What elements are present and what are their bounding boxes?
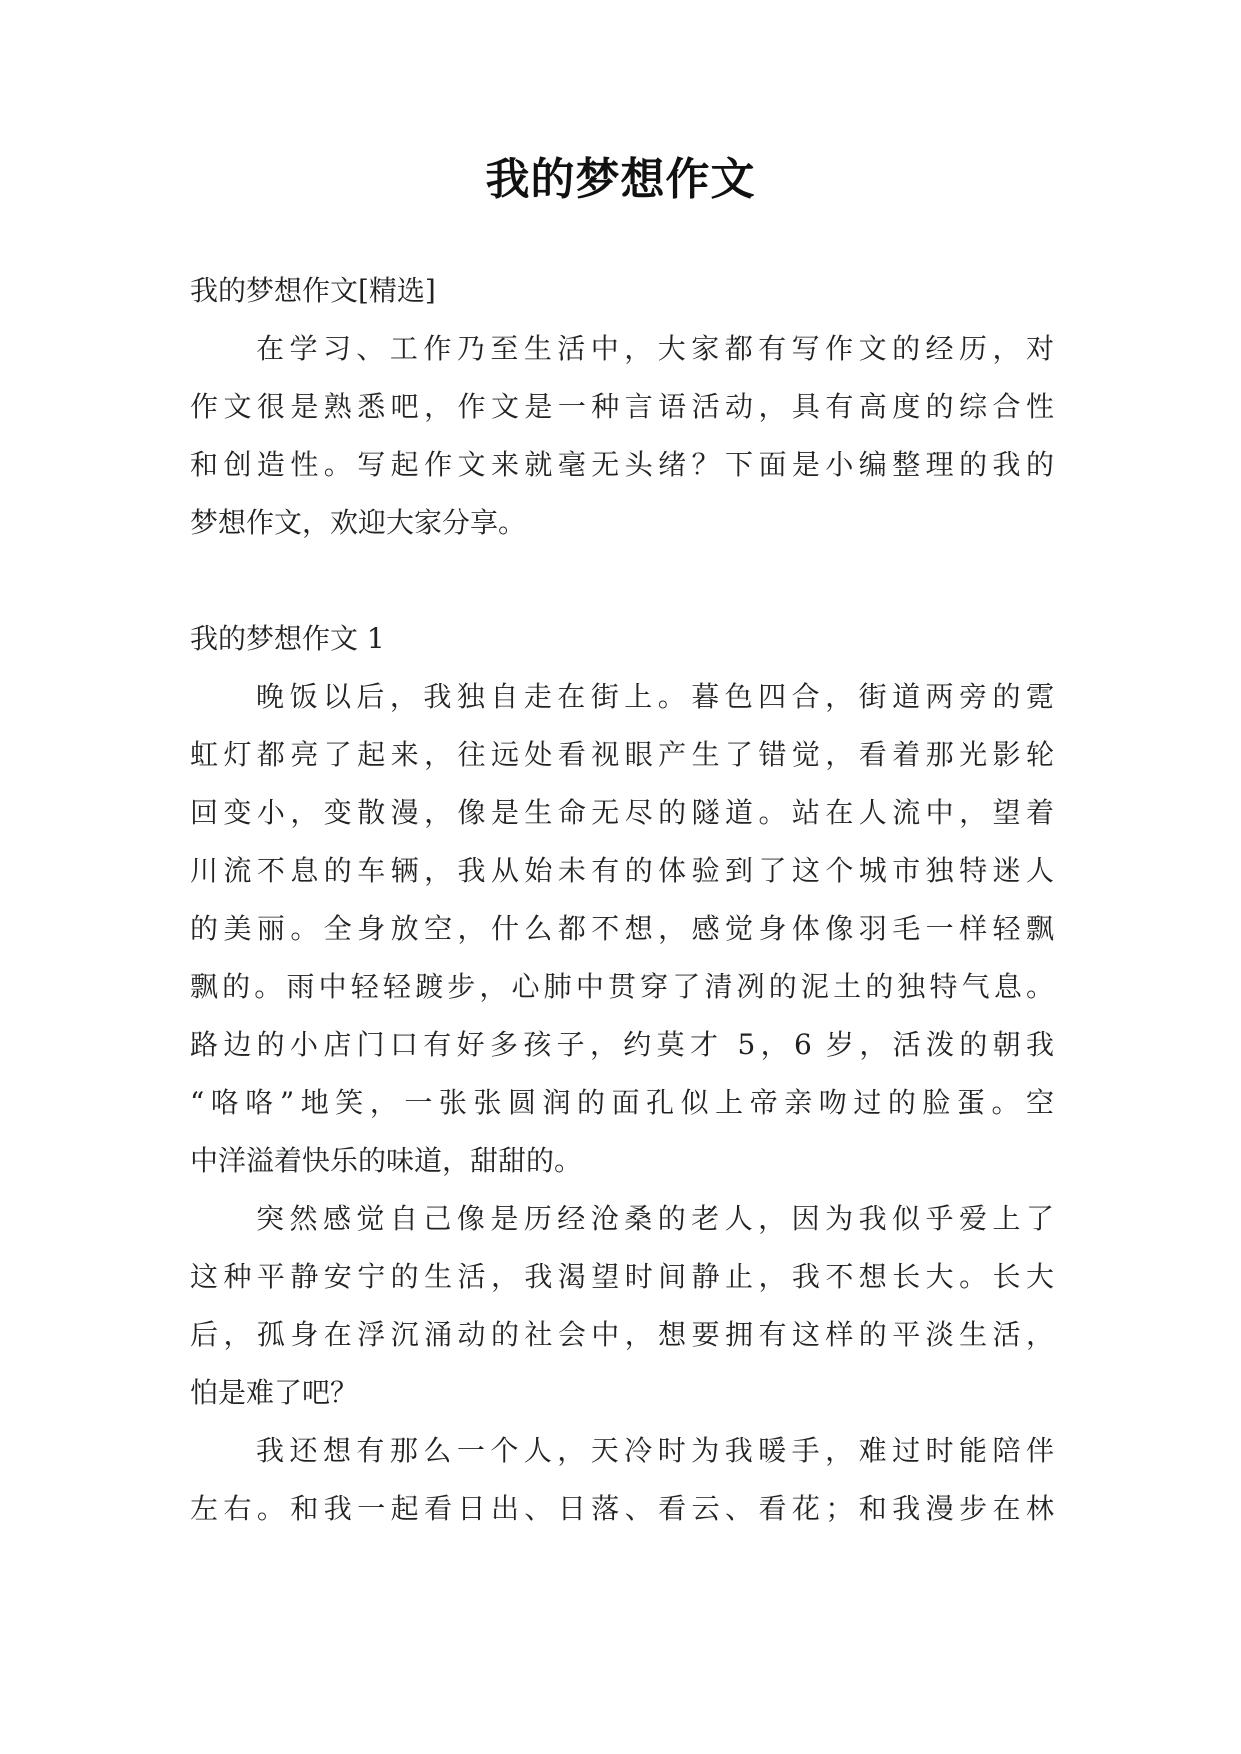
paragraph-line: 这种平静安宁的生活，我渴望时间静止，我不想长大。长大 (190, 1260, 1054, 1293)
paragraph-line: 怕是难了吧？ (190, 1376, 359, 1409)
paragraph-line: 的美丽。全身放空，什么都不想，感觉身体像羽毛一样轻飘 (190, 912, 1054, 945)
document-title: 我的梦想作文 (485, 154, 756, 205)
paragraph-line: 回变小，变散漫，像是生命无尽的隧道。站在人流中，望着 (190, 796, 1054, 829)
paragraph-line: 川流不息的车辆，我从始未有的体验到了这个城市独特迷人 (190, 854, 1054, 887)
paragraph-line: 晚饭以后，我独自走在街上。暮色四合，街道两旁的霓 (256, 680, 1054, 713)
paragraph-line: 和创造性。写起作文来就毫无头绪？下面是小编整理的我的 (190, 448, 1054, 481)
section-heading: 我的梦想作文[精选] (190, 274, 436, 307)
paragraph-line: 虹灯都亮了起来，往远处看视眼产生了错觉，看着那光影轮 (190, 738, 1054, 771)
paragraph-line: 飘的。雨中轻轻踱步，心肺中贯穿了清冽的泥土的独特气息。 (190, 970, 1054, 1003)
paragraph-line: 后，孤身在浮沉涌动的社会中，想要拥有这样的平淡生活， (190, 1318, 1054, 1351)
paragraph-spacer (190, 552, 1054, 610)
document-body (190, 262, 1054, 1538)
paragraph-line: 左右。和我一起看日出、日落、看云、看花；和我漫步在林 (190, 1492, 1054, 1525)
paragraph-line: 梦想作文，欢迎大家分享。 (190, 506, 527, 539)
paragraph-line: 中洋溢着快乐的味道，甜甜的。 (190, 1144, 583, 1177)
paragraph-line: 在学习、工作乃至生活中，大家都有写作文的经历，对 (256, 332, 1054, 365)
paragraph-line: 路边的小店门口有好多孩子，约莫才 5，6 岁，活泼的朝我 (190, 1028, 1054, 1061)
paragraph-line: 突然感觉自己像是历经沧桑的老人，因为我似乎爱上了 (256, 1202, 1054, 1235)
paragraph-line: “咯咯”地笑，一张张圆润的面孔似上帝亲吻过的脸蛋。空 (190, 1086, 1054, 1119)
paragraph-line: 我还想有那么一个人，天冷时为我暖手，难过时能陪伴 (256, 1434, 1054, 1467)
paragraph-line: 作文很是熟悉吧，作文是一种言语活动，具有高度的综合性 (190, 390, 1054, 423)
section-heading: 我的梦想作文 1 (190, 622, 385, 655)
